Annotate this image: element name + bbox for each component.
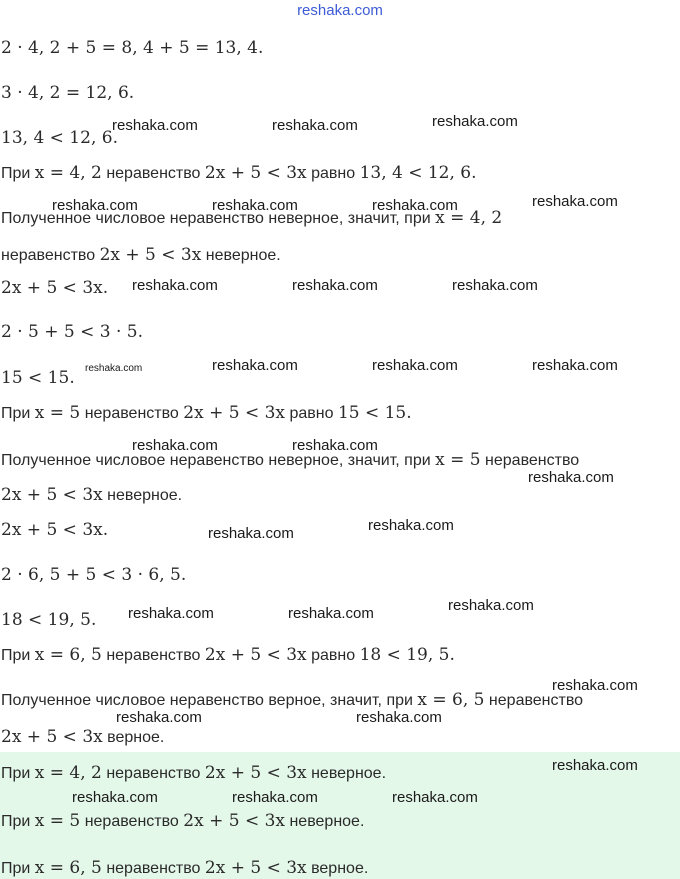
watermark-text: reshaka.com xyxy=(52,197,138,214)
line-text: равно xyxy=(306,647,360,664)
math-expression: 2x + 5 < 3x xyxy=(204,163,307,183)
math-expression: x = 4, 2 xyxy=(34,763,102,783)
math-expression: 2x + 5 < 3x xyxy=(183,811,286,831)
line-text: При xyxy=(1,860,35,877)
line-text: неверное. xyxy=(306,765,387,782)
line-text: Полученное числовое неравенство неверное, значит, при xyxy=(1,452,436,469)
solution-line xyxy=(1,403,412,424)
watermark-text: reshaka.com xyxy=(85,363,143,374)
solution-line xyxy=(1,690,583,711)
line-text: неверное. xyxy=(102,487,183,504)
math-expression: 2x + 5 < 3x xyxy=(183,403,286,423)
watermark-text: reshaka.com xyxy=(372,197,458,214)
watermark-text: reshaka.com xyxy=(128,605,214,622)
math-expression: x = 5 xyxy=(435,450,481,470)
math-expression: 13, 4 < 12, 6. xyxy=(1,128,118,148)
line-text: неверное. xyxy=(201,247,281,264)
watermark-text: reshaka.com xyxy=(532,193,618,210)
line-text: При xyxy=(1,813,35,830)
line-text: неравенство xyxy=(101,647,205,664)
watermark-text: reshaka.com xyxy=(528,469,614,486)
watermark-text: reshaka.com xyxy=(532,357,618,374)
watermark-text: reshaka.com xyxy=(452,277,538,294)
math-expression: 2x + 5 < 3x. xyxy=(1,278,109,298)
solution-line xyxy=(1,38,263,59)
line-text: При xyxy=(1,765,35,782)
line-text: неравенство xyxy=(480,452,580,469)
watermark-text: reshaka.com xyxy=(212,197,298,214)
solution-line xyxy=(1,811,364,832)
watermark-text: reshaka.com xyxy=(368,517,454,534)
line-text: неравенство xyxy=(484,692,584,709)
line-text: неравенство xyxy=(80,813,184,830)
math-expression: x = 5 xyxy=(34,403,81,423)
watermark-text: reshaka.com xyxy=(356,709,442,726)
solution-line xyxy=(1,520,108,541)
watermark-text: reshaka.com xyxy=(288,605,374,622)
solution-line xyxy=(1,450,579,471)
line-text: При xyxy=(1,647,35,664)
math-expression: x = 5 xyxy=(34,811,81,831)
solution-line xyxy=(1,565,186,586)
watermark-text: reshaka.com xyxy=(212,357,298,374)
line-text: неравенство xyxy=(1,247,100,264)
math-expression: 15 < 15. xyxy=(1,368,75,388)
watermark-text: reshaka.com xyxy=(432,113,518,130)
solution-line xyxy=(1,645,455,666)
solution-line xyxy=(1,245,281,266)
math-expression: x = 6, 5 xyxy=(34,645,102,665)
math-expression: 2x + 5 < 3x xyxy=(1,727,103,747)
solution-line xyxy=(1,83,134,104)
solution-line xyxy=(1,322,143,343)
math-expression: 2x + 5 < 3x xyxy=(99,245,202,265)
watermark-text: reshaka.com xyxy=(292,437,378,454)
math-expression: 2x + 5 < 3x xyxy=(204,858,307,878)
solution-line xyxy=(1,610,96,631)
math-expression: 2x + 5 < 3x xyxy=(204,645,307,665)
math-expression: 2 · 6, 5 + 5 < 3 · 6, 5. xyxy=(1,565,187,585)
line-text: неверное. xyxy=(285,813,365,830)
watermark-text: reshaka.com xyxy=(372,357,458,374)
watermark-text: reshaka.com xyxy=(208,525,294,542)
math-expression: x = 4, 2 xyxy=(435,208,503,228)
watermark-text: reshaka.com xyxy=(392,789,478,806)
watermark-text: reshaka.com xyxy=(552,677,638,694)
solution-line xyxy=(1,763,386,784)
watermark-text: reshaka.com xyxy=(232,789,318,806)
watermark-text: reshaka.com xyxy=(132,277,218,294)
solution-line xyxy=(1,278,108,299)
line-text: неравенство xyxy=(101,165,205,182)
math-expression: x = 6, 5 xyxy=(417,690,485,710)
math-expression: 2 · 5 + 5 < 3 · 5. xyxy=(1,322,144,342)
line-text: верное. xyxy=(306,860,369,877)
line-text: Полученное числовое неравенство неверное, значит, при xyxy=(1,210,436,227)
watermark-text: reshaka.com xyxy=(132,437,218,454)
math-expression: 2x + 5 < 3x xyxy=(204,763,307,783)
solution-line xyxy=(1,485,182,506)
line-text: неравенство xyxy=(101,860,205,877)
watermark-text: reshaka.com xyxy=(72,789,158,806)
math-expression: 3 · 4, 2 = 12, 6. xyxy=(1,83,135,103)
watermark-text: reshaka.com xyxy=(552,757,638,774)
watermark-text: reshaka.com xyxy=(272,117,358,134)
line-text: При xyxy=(1,405,35,422)
solution-line xyxy=(1,163,477,184)
math-expression: 2 · 4, 2 + 5 = 8, 4 + 5 = 13, 4. xyxy=(1,38,264,58)
solution-line xyxy=(1,128,118,149)
math-expression: 18 < 19, 5. xyxy=(1,610,97,630)
watermark-text: reshaka.com xyxy=(112,117,198,134)
math-expression: 2x + 5 < 3x. xyxy=(1,520,109,540)
line-text: неравенство xyxy=(80,405,184,422)
math-expression: 18 < 19, 5. xyxy=(359,645,455,665)
line-text: неравенство xyxy=(101,765,205,782)
watermark-text: reshaka.com xyxy=(292,277,378,294)
math-expression: x = 4, 2 xyxy=(34,163,102,183)
line-text: верное. xyxy=(102,729,165,746)
line-text: равно xyxy=(306,165,360,182)
math-expression: x = 6, 5 xyxy=(34,858,102,878)
site-title[interactable]: reshaka.com xyxy=(297,2,383,19)
solution-line xyxy=(1,858,368,879)
solution-line xyxy=(1,368,75,389)
line-text: При xyxy=(1,165,35,182)
solution-line xyxy=(1,727,164,748)
line-text: Полученное числовое неравенство верное, значит, при xyxy=(1,692,418,709)
watermark-text: reshaka.com xyxy=(116,709,202,726)
watermark-text: reshaka.com xyxy=(448,597,534,614)
math-expression: 2x + 5 < 3x xyxy=(1,485,103,505)
math-expression: 13, 4 < 12, 6. xyxy=(359,163,477,183)
math-expression: 15 < 15. xyxy=(337,403,412,423)
line-text: равно xyxy=(285,405,338,422)
